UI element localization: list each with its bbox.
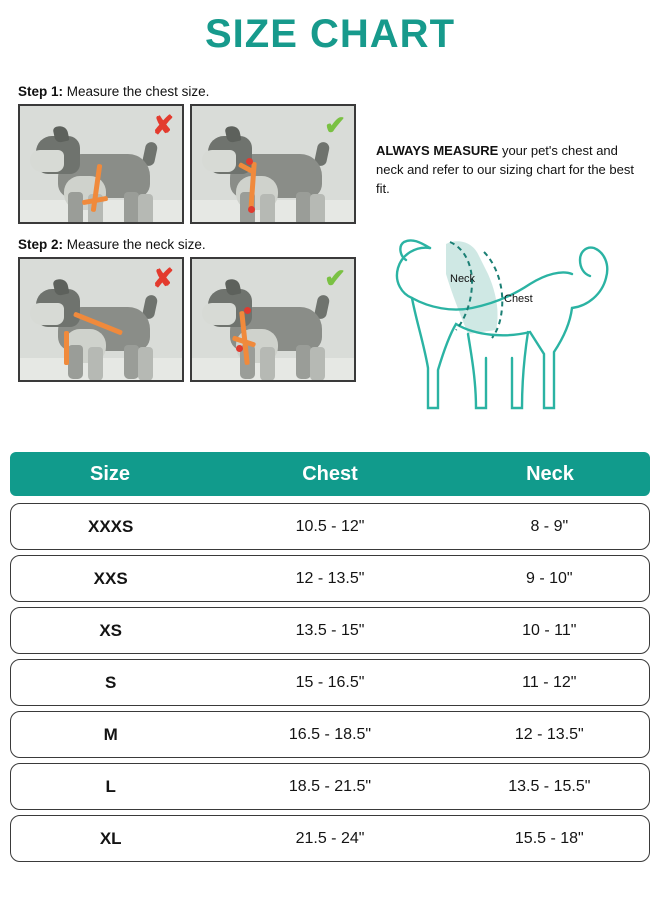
dog-leg bbox=[296, 345, 311, 379]
dog-snout bbox=[30, 303, 64, 325]
step-2-wrong-photo bbox=[18, 257, 184, 382]
step-2-label bbox=[18, 237, 358, 252]
dog-outline-hindleg bbox=[512, 332, 528, 408]
dog-leg bbox=[260, 347, 275, 381]
measure-point-dot bbox=[246, 158, 253, 165]
correct-mark-icon: ✔ bbox=[324, 263, 346, 293]
dog-outline-svg bbox=[372, 208, 644, 428]
step-2-label-bold: Step 2: bbox=[18, 237, 64, 252]
cell-neck: 11 - 12" bbox=[522, 673, 577, 691]
measure-point-dot bbox=[248, 206, 255, 213]
step-2-correct-photo bbox=[190, 257, 356, 382]
chest-label: Chest bbox=[504, 293, 533, 305]
cell-neck: 12 - 13.5" bbox=[514, 725, 584, 743]
cell-size: XXS bbox=[93, 568, 128, 588]
measure-point-dot bbox=[236, 345, 243, 352]
cell-neck: 8 - 9" bbox=[530, 517, 569, 535]
chest-shaded-region bbox=[446, 241, 498, 334]
table-row bbox=[10, 659, 650, 706]
step-1-label-bold: Step 1: bbox=[18, 84, 64, 99]
table-row bbox=[10, 555, 650, 602]
dog-snout bbox=[30, 150, 64, 172]
table-row bbox=[10, 503, 650, 550]
cell-chest: 15 - 16.5" bbox=[295, 673, 365, 691]
table-row bbox=[10, 607, 650, 654]
dog-leg bbox=[260, 194, 275, 224]
dog-snout bbox=[202, 303, 236, 325]
dog-snout bbox=[202, 150, 236, 172]
cell-chest: 13.5 - 15" bbox=[295, 621, 365, 639]
cell-size: XL bbox=[99, 828, 122, 848]
measure-point-dot bbox=[244, 307, 251, 314]
table-header-row bbox=[10, 452, 650, 496]
cell-chest: 12 - 13.5" bbox=[295, 569, 365, 587]
header-neck: Neck bbox=[526, 462, 574, 485]
dog-leg bbox=[310, 347, 325, 381]
size-chart-page bbox=[0, 12, 660, 912]
cell-neck: 15.5 - 18" bbox=[514, 829, 584, 847]
page-title: SIZE CHART bbox=[205, 12, 455, 56]
dog-leg bbox=[296, 192, 311, 224]
table-row bbox=[10, 711, 650, 758]
table-row bbox=[10, 815, 650, 862]
dog-outline-diagram bbox=[372, 208, 644, 428]
step-2-label-text: Measure the neck size. bbox=[63, 237, 206, 252]
step-1-wrong-photo bbox=[18, 104, 184, 224]
dog-leg bbox=[68, 345, 83, 379]
measurement-steps bbox=[18, 84, 358, 395]
dog-outline-path bbox=[397, 248, 607, 408]
cell-chest: 21.5 - 24" bbox=[295, 829, 365, 847]
cell-size: M bbox=[103, 724, 118, 744]
measuring-tape bbox=[64, 331, 69, 365]
neck-label: Neck bbox=[450, 273, 476, 285]
dog-leg bbox=[310, 194, 325, 224]
dog-leg bbox=[88, 347, 103, 381]
cell-neck: 13.5 - 15.5" bbox=[508, 777, 591, 795]
cell-size: S bbox=[105, 672, 117, 692]
measure-note-emphasis: ALWAYS MEASURE bbox=[376, 143, 499, 158]
dog-outline-foreleg bbox=[468, 334, 486, 408]
cell-neck: 10 - 11" bbox=[522, 621, 577, 639]
cell-chest: 18.5 - 21.5" bbox=[288, 777, 372, 795]
dog-leg bbox=[68, 192, 83, 224]
step-2-photos bbox=[18, 257, 358, 382]
cell-chest: 10.5 - 12" bbox=[295, 517, 365, 535]
table-row bbox=[10, 763, 650, 810]
step-1-photos bbox=[18, 104, 358, 224]
dog-leg bbox=[124, 192, 139, 224]
header-chest: Chest bbox=[302, 462, 358, 485]
cell-neck: 9 - 10" bbox=[526, 569, 573, 587]
size-table bbox=[10, 452, 650, 867]
step-1-label bbox=[18, 84, 358, 99]
dog-leg bbox=[124, 345, 139, 379]
measure-note bbox=[376, 142, 644, 199]
cell-size: XS bbox=[99, 620, 123, 640]
measure-note-text: your pet's chest and neck and refer to our sizing chart for the best fit. bbox=[376, 143, 634, 196]
dog-leg bbox=[138, 347, 153, 381]
wrong-mark-icon: ✘ bbox=[152, 263, 174, 293]
cell-chest: 16.5 - 18.5" bbox=[288, 725, 372, 743]
dog-leg bbox=[138, 194, 153, 224]
header-size: Size bbox=[89, 462, 131, 485]
wrong-mark-icon: ✘ bbox=[152, 110, 174, 140]
step-1-correct-photo bbox=[190, 104, 356, 224]
step-1-label-text: Measure the chest size. bbox=[63, 84, 210, 99]
cell-size: XXXS bbox=[88, 516, 134, 536]
correct-mark-icon: ✔ bbox=[324, 110, 346, 140]
cell-size: L bbox=[105, 776, 116, 796]
